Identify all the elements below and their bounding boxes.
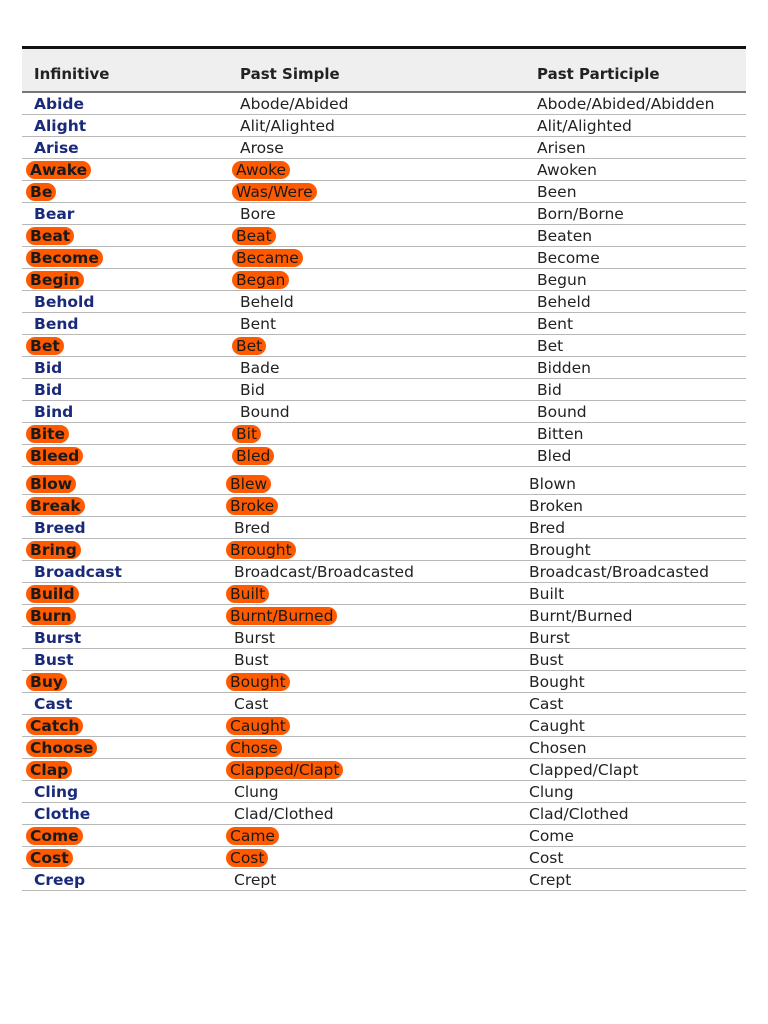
infinitive-cell: Bleed: [26, 447, 83, 465]
table-row: [22, 605, 746, 627]
past-simple-cell: Crept: [234, 871, 277, 889]
past-participle-cell: Abode/Abided/Abidden: [537, 95, 715, 113]
table-row: [22, 291, 746, 313]
past-participle-cell: Caught: [529, 717, 585, 735]
infinitive-cell: Arise: [34, 139, 79, 157]
header-past-simple: Past Simple: [240, 65, 340, 83]
infinitive-cell: Behold: [34, 293, 95, 311]
infinitive-cell: Catch: [26, 717, 83, 735]
past-simple-cell: Bit: [232, 425, 261, 443]
infinitive-cell: Bear: [34, 205, 75, 223]
past-simple-cell: Broke: [226, 497, 278, 515]
past-simple-cell: Broadcast/Broadcasted: [234, 563, 414, 581]
infinitive-cell: Cost: [26, 849, 73, 867]
infinitive-cell: Bite: [26, 425, 69, 443]
table-body: [22, 93, 746, 891]
infinitive-cell: Be: [26, 183, 56, 201]
past-participle-cell: Bidden: [537, 359, 591, 377]
table-row: [22, 203, 746, 225]
infinitive-cell: Become: [26, 249, 103, 267]
table-row: [22, 825, 746, 847]
past-simple-cell: Beat: [232, 227, 276, 245]
table-row: [22, 401, 746, 423]
past-participle-cell: Come: [529, 827, 574, 845]
table-row: [22, 357, 746, 379]
past-simple-cell: Clad/Clothed: [234, 805, 334, 823]
table-row: [22, 445, 746, 467]
table-row: [22, 869, 746, 891]
infinitive-cell: Bid: [34, 381, 63, 399]
table-row: [22, 159, 746, 181]
past-simple-cell: Began: [232, 271, 289, 289]
past-participle-cell: Bitten: [537, 425, 584, 443]
infinitive-cell: Breed: [34, 519, 86, 537]
past-simple-cell: Cost: [226, 849, 268, 867]
infinitive-cell: Creep: [34, 871, 86, 889]
table-row: [22, 627, 746, 649]
past-participle-cell: Burnt/Burned: [529, 607, 633, 625]
infinitive-cell: Burst: [34, 629, 82, 647]
past-participle-cell: Burst: [529, 629, 570, 647]
past-simple-cell: Chose: [226, 739, 282, 757]
past-simple-cell: Bust: [234, 651, 269, 669]
infinitive-cell: Blow: [26, 475, 76, 493]
table-row: [22, 583, 746, 605]
table-row: [22, 137, 746, 159]
infinitive-cell: Cling: [34, 783, 79, 801]
past-participle-cell: Alit/Alighted: [537, 117, 632, 135]
past-participle-cell: Broken: [529, 497, 583, 515]
past-participle-cell: Blown: [529, 475, 576, 493]
infinitive-cell: Burn: [26, 607, 76, 625]
past-participle-cell: Clad/Clothed: [529, 805, 629, 823]
infinitive-cell: Break: [26, 497, 85, 515]
past-simple-cell: Was/Were: [232, 183, 317, 201]
past-participle-cell: Bet: [537, 337, 564, 355]
table-row: [22, 561, 746, 583]
table-row: [22, 693, 746, 715]
infinitive-cell: Clap: [26, 761, 72, 779]
past-participle-cell: Chosen: [529, 739, 587, 757]
past-participle-cell: Built: [529, 585, 565, 603]
past-simple-cell: Bet: [232, 337, 266, 355]
past-simple-cell: Built: [226, 585, 269, 603]
infinitive-cell: Abide: [34, 95, 85, 113]
past-simple-cell: Bred: [234, 519, 271, 537]
infinitive-cell: Bring: [26, 541, 81, 559]
past-participle-cell: Arisen: [537, 139, 586, 157]
past-participle-cell: Cost: [529, 849, 564, 867]
past-simple-cell: Arose: [240, 139, 284, 157]
infinitive-cell: Choose: [26, 739, 97, 757]
table-row: [22, 649, 746, 671]
infinitive-cell: Bet: [26, 337, 64, 355]
past-participle-cell: Bid: [537, 381, 562, 399]
table-row: [22, 225, 746, 247]
past-simple-cell: Bent: [240, 315, 277, 333]
table-row: [22, 495, 746, 517]
past-simple-cell: Abode/Abided: [240, 95, 349, 113]
past-participle-cell: Crept: [529, 871, 572, 889]
past-simple-cell: Brought: [226, 541, 296, 559]
infinitive-cell: Beat: [26, 227, 74, 245]
past-simple-cell: Clapped/Clapt: [226, 761, 343, 779]
table-row: [22, 847, 746, 869]
infinitive-cell: Cast: [34, 695, 73, 713]
infinitive-cell: Clothe: [34, 805, 91, 823]
header-infinitive: Infinitive: [34, 65, 110, 83]
past-participle-cell: Become: [537, 249, 600, 267]
infinitive-cell: Bid: [34, 359, 63, 377]
table-row: [22, 517, 746, 539]
past-simple-cell: Bore: [240, 205, 276, 223]
past-participle-cell: Bred: [529, 519, 566, 537]
past-simple-cell: Bound: [240, 403, 290, 421]
past-simple-cell: Caught: [226, 717, 290, 735]
table-row: [22, 115, 746, 137]
past-simple-cell: Bid: [240, 381, 265, 399]
past-participle-cell: Bust: [529, 651, 564, 669]
past-participle-cell: Been: [537, 183, 577, 201]
infinitive-cell: Alight: [34, 117, 87, 135]
table-row: [22, 803, 746, 825]
infinitive-cell: Bust: [34, 651, 74, 669]
table-row: [22, 671, 746, 693]
infinitive-cell: Come: [26, 827, 83, 845]
past-participle-cell: Born/Borne: [537, 205, 624, 223]
past-simple-cell: Beheld: [240, 293, 294, 311]
past-simple-cell: Became: [232, 249, 303, 267]
past-participle-cell: Begun: [537, 271, 587, 289]
infinitive-cell: Awake: [26, 161, 91, 179]
header-past-participle: Past Participle: [537, 65, 660, 83]
table-row: [22, 335, 746, 357]
past-simple-cell: Burnt/Burned: [226, 607, 337, 625]
irregular-verbs-table: [22, 46, 746, 891]
past-participle-cell: Bled: [537, 447, 572, 465]
past-simple-cell: Bled: [232, 447, 274, 465]
past-simple-cell: Clung: [234, 783, 279, 801]
infinitive-cell: Buy: [26, 673, 67, 691]
table-row: [22, 313, 746, 335]
past-participle-cell: Clapped/Clapt: [529, 761, 639, 779]
infinitive-cell: Bind: [34, 403, 74, 421]
past-participle-cell: Bought: [529, 673, 585, 691]
table-row: [22, 759, 746, 781]
past-simple-cell: Cast: [234, 695, 269, 713]
past-simple-cell: Bade: [240, 359, 280, 377]
past-participle-cell: Brought: [529, 541, 591, 559]
table-row: [22, 539, 746, 561]
table-row: [22, 181, 746, 203]
table-row: [22, 423, 746, 445]
table-row: [22, 715, 746, 737]
past-simple-cell: Awoke: [232, 161, 290, 179]
table-row: [22, 781, 746, 803]
table-row: [22, 379, 746, 401]
past-participle-cell: Beaten: [537, 227, 593, 245]
past-participle-cell: Broadcast/Broadcasted: [529, 563, 709, 581]
table-header: [22, 49, 746, 93]
past-participle-cell: Bound: [537, 403, 587, 421]
infinitive-cell: Begin: [26, 271, 84, 289]
past-simple-cell: Blew: [226, 475, 271, 493]
table-row: [22, 473, 746, 495]
table-row: [22, 737, 746, 759]
past-simple-cell: Alit/Alighted: [240, 117, 335, 135]
past-simple-cell: Burst: [234, 629, 275, 647]
past-simple-cell: Bought: [226, 673, 290, 691]
past-participle-cell: Clung: [529, 783, 574, 801]
past-participle-cell: Beheld: [537, 293, 591, 311]
infinitive-cell: Bend: [34, 315, 79, 333]
past-participle-cell: Bent: [537, 315, 574, 333]
table-row: [22, 247, 746, 269]
past-participle-cell: Awoken: [537, 161, 597, 179]
table-row: [22, 93, 746, 115]
infinitive-cell: Build: [26, 585, 79, 603]
past-simple-cell: Came: [226, 827, 279, 845]
table-row: [22, 269, 746, 291]
past-participle-cell: Cast: [529, 695, 564, 713]
infinitive-cell: Broadcast: [34, 563, 122, 581]
